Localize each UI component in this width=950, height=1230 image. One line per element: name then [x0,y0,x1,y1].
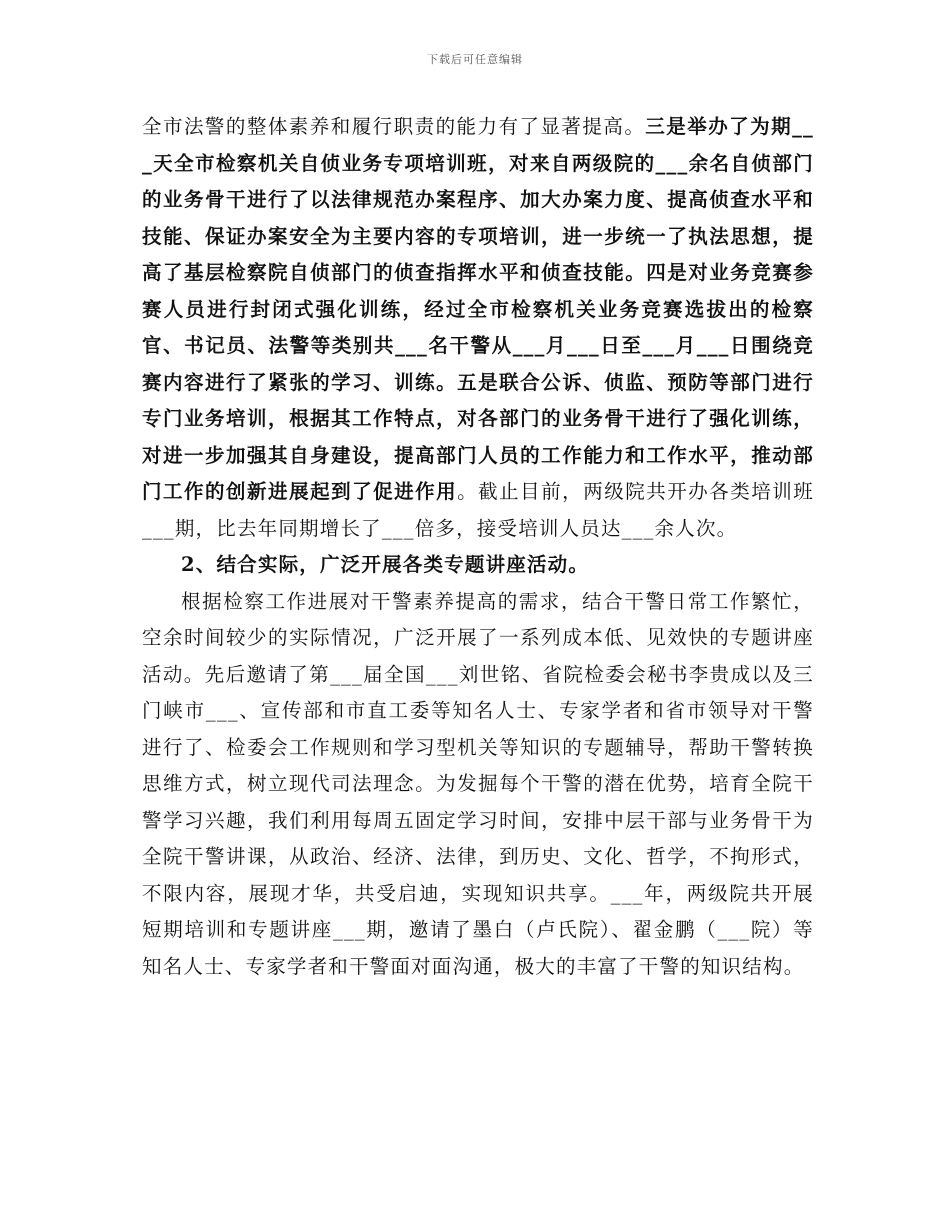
text-segment-bold: 三是举办了为期___天全市检察机关自侦业务专项培训班，对来自两级院的___余名自侦部门的业务骨干进行了以法律规范办案程序、加大办案力度、提高侦查水平和技能、保证办案安全为主要内容的专项培训，进一步统一了执法思想，提高了基层检察院自侦部门的侦查指挥水平和侦查技能。四是对业务竞赛参赛人员进行封闭式强化训练，经过全市检察机关业务竞赛选拔出的检察官、书记员、法警等类别共___名干警从___月___日至___月___日围绕竞赛内容进行了紧张的学习、训练。五是联合公诉、侦监、预防等部门进行专门业务培训，根据其工作特点，对各部门的业务骨干进行了强化训练，对进一步加强其自身建设，提高部门人员的工作能力和工作水平，推动部门工作的创新进展起到了促进作用 [142,115,814,503]
paragraph-lectures [142,584,814,986]
paragraph-training-summary [142,109,814,547]
text-segment: 全市法警的整体素养和履行职责的能力有了显著提高。 [142,115,646,138]
section-heading-lectures [142,547,814,584]
document-body [142,109,814,985]
page-header: 下载后可任意编辑 [427,53,523,66]
text-segment: 。截止目前，两级院共开办各类培训班___期，比去年同期增长了___倍多，接受培训人员达___余人次。 [142,480,814,540]
heading-text: 2、结合实际，广泛开展各类专题讲座活动。 [181,553,590,576]
text-segment: 根据检察工作进展对干警素养提高的需求，结合干警日常工作繁忙，空余时间较少的实际情况，广泛开展了一系列成本低、见效快的专题讲座活动。先后邀请了第___届全国___刘世铭、省院检委会秘书李贵成以及三门峡市___、宣传部和市直工委等知名人士、专家学者和省市领导对干警进行了、检委会工作规则和学习型机关等知识的专题辅导，帮助干警转换思维方式，树立现代司法理念。为发掘每个干警的潜在优势，培育全院干警学习兴趣，我们利用每周五固定学习时间，安排中层干部与业务骨干为全院干警讲课，从政治、经济、法律，到历史、文化、哲学，不拘形式，不限内容，展现才华，共受启迪，实现知识共享。___年，两级院共开展短期培训和专题讲座___期，邀请了墨白（卢氏院）、翟金鹏（___院）等知名人士、专家学者和干警面对面沟通，极大的丰富了干警的知识结构。 [142,589,814,978]
